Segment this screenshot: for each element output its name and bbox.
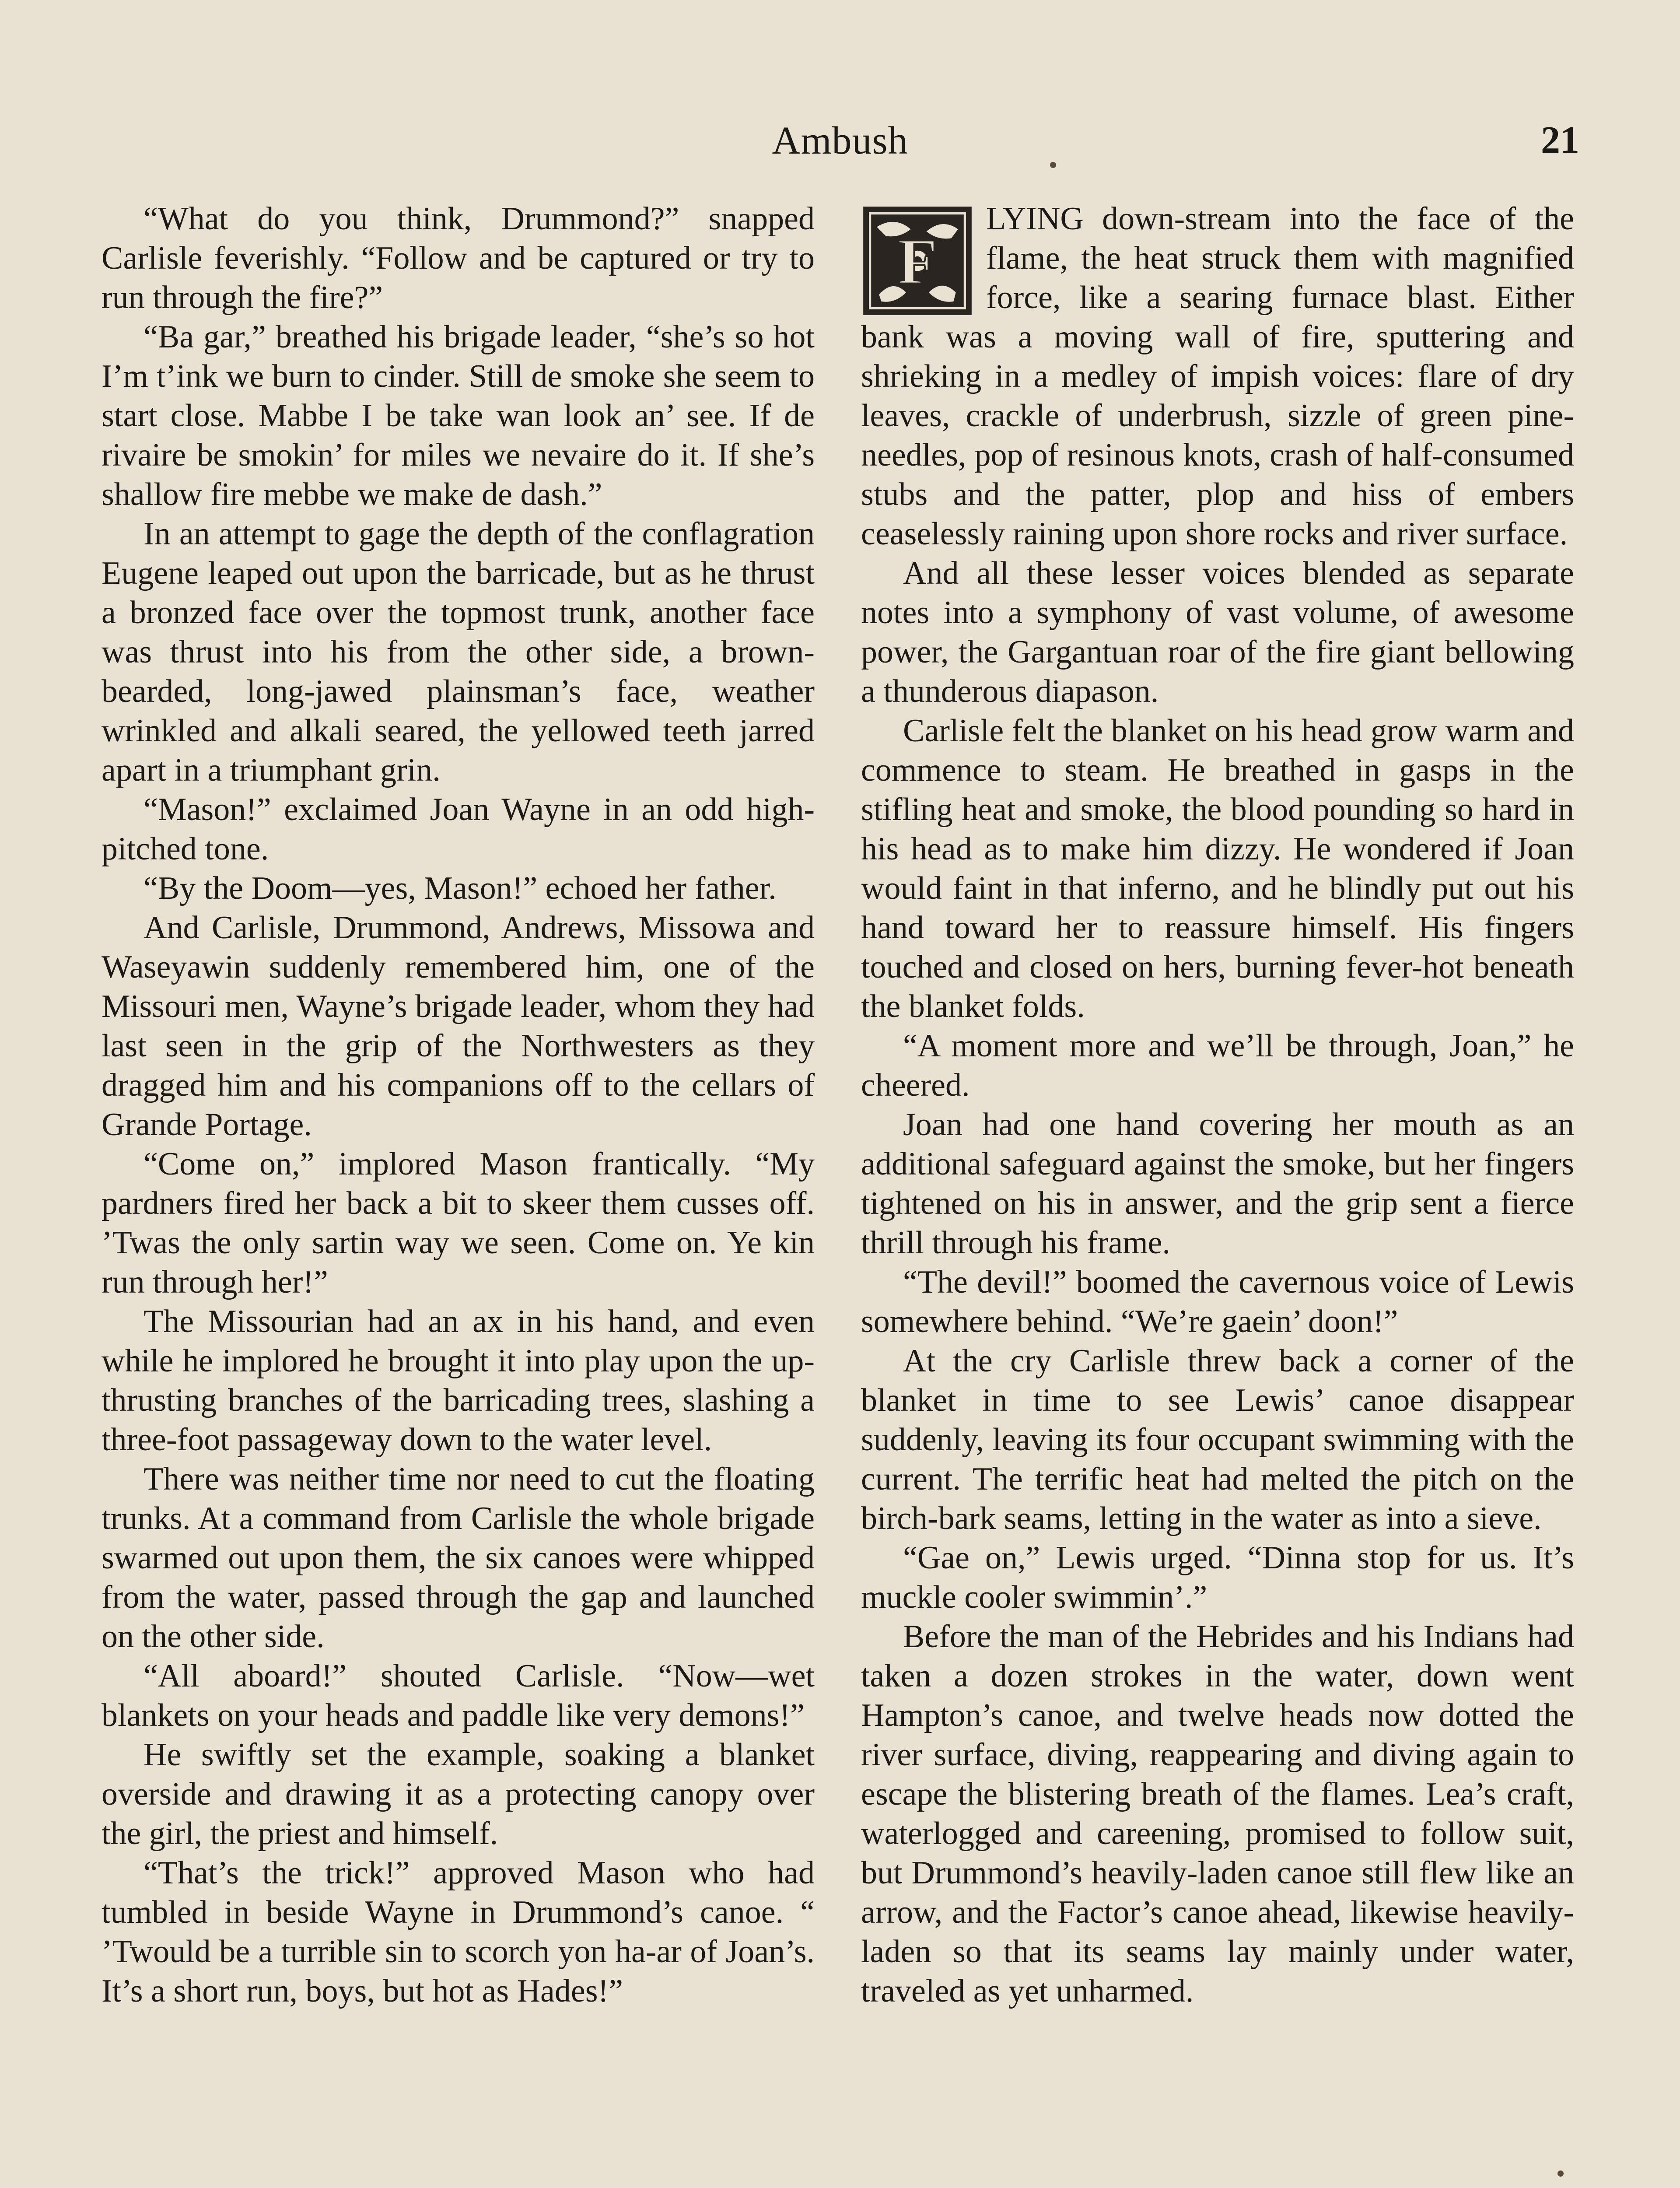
paragraph: “A moment more and we’ll be through, Joan,” he cheered.: [861, 1028, 1574, 1103]
lead-word: LYING: [986, 201, 1084, 237]
paragraph: “Ba gar,” breathed his brigade leader, “she’s so hot I’m t’ink we burn to cinder. Still de smoke she seem to start close. Mabbe I be take wan look an’ see. If de rivaire be smokin’ for miles we nevaire do it. If she’s shallow fire mebbe we make de dash.”: [102, 319, 815, 512]
dropcap-letter: F: [897, 225, 938, 298]
paragraph: And all these lesser voices blended as separate notes into a symphony of vast volume, of awesome power, the Gargantuan roar of the fire giant bellowing a thunderous diapason.: [861, 555, 1574, 709]
opening-paragraph-text: down-stream into the face of the flame, the heat struck them with magnified force, like a searing furnace blast. Either bank was a moving wall of fire, sputtering and shrieking in a medley of impish voices: flare of dry leaves, crackle of underbrush, sizzle of green pine-needles, pop of resinous knots, crash of half-consumed stubs and the patter, plop and hiss of embers ceaselessly raining upon shore rocks and river surface.: [861, 201, 1574, 552]
paragraph: The Missourian had an ax in his hand, and even while he implored he brought it into play upon the up-thrusting branches of the barricading trees, slashing a three-foot passageway down to the water level.: [102, 1304, 815, 1458]
right-column: [861, 199, 1574, 2011]
paragraph: Joan had one hand covering her mouth as an additional safeguard against the smoke, but her fingers tightened on his in answer, and the grip sent a fierce thrill through his frame.: [861, 1107, 1574, 1261]
paragraph: “What do you think, Drummond?” snapped Carlisle feverishly. “Follow and be captured or try to run through the fire?”: [102, 201, 815, 316]
paragraph: And Carlisle, Drummond, Andrews, Missowa and Waseyawin suddenly remembered him, one of the Missouri men, Wayne’s brigade leader, whom they had last seen in the grip of the Northwesters as they dragged him and his companions off to the cellars of Grande Portage.: [102, 910, 815, 1143]
paragraph: “Come on,” implored Mason frantically. “My pardners fired her back a bit to skeer them cusses off. ’Twas the only sartin way we seen. Come on. Ye kin run through her!”: [102, 1146, 815, 1300]
paragraph: “Gae on,” Lewis urged. “Dinna stop for us. It’s muckle cooler swimmin’.”: [861, 1540, 1574, 1615]
ink-speck: [1558, 2170, 1564, 2177]
opening-paragraph: [861, 199, 1574, 554]
paragraph: At the cry Carlisle threw back a corner of the blanket in time to see Lewis’ canoe disappear suddenly, leaving its four occupant swimming with the current. The terrific heat had melted the pitch on the birch-bark seams, letting in the water as into a sieve.: [861, 1343, 1574, 1536]
ornamental-initial-f-icon: [861, 204, 974, 317]
running-head: [0, 118, 1680, 175]
paragraph: “All aboard!” shouted Carlisle. “Now—wet blankets on your heads and paddle like very demons!”: [102, 1658, 815, 1733]
paragraph: “That’s the trick!” approved Mason who had tumbled in beside Wayne in Drummond’s canoe. “ ’Twould be a turrible sin to scorch yon ha-ar of Joan’s. It’s a short run, boys, but hot as Hades!”: [102, 1855, 815, 2009]
paragraph: Carlisle felt the blanket on his head grow warm and commence to steam. He breathed in gasps in the stifling heat and smoke, the blood pounding so hard in his head as to make him dizzy. He wondered if Joan would faint in that inferno, and he blindly put out his hand toward her to reassure himself. His fingers touched and closed on hers, burning fever-hot beneath the blanket folds.: [861, 713, 1574, 1024]
paragraph: Before the man of the Hebrides and his Indians had taken a dozen strokes in the water, down went Hampton’s canoe, and twelve heads now dotted the river surface, diving, reappearing and diving again to escape the blistering breath of the flames. Lea’s craft, waterlogged and careening, promised to follow suit, but Drummond’s heavily-laden canoe still flew like an arrow, and the Factor’s canoe ahead, likewise heavily-laden so that its seams lay mainly under water, traveled as yet unharmed.: [861, 1619, 1574, 2009]
running-title: Ambush: [772, 119, 908, 162]
paragraph: There was neither time nor need to cut the floating trunks. At a command from Carlisle the whole brigade swarmed out upon them, the six canoes were whipped from the water, passed through the gap and launched on the other side.: [102, 1461, 815, 1655]
paragraph: He swiftly set the example, soaking a blanket overside and drawing it as a protecting canopy over the girl, the priest and himself.: [102, 1737, 815, 1851]
paragraph: “Mason!” exclaimed Joan Wayne in an odd high-pitched tone.: [102, 792, 815, 867]
paragraph: In an attempt to gage the depth of the conflagration Eugene leaped out upon the barricade, but as he thrust a bronzed face over the topmost trunk, another face was thrust into his from the other side, a brown-bearded, long-jawed plainsman’s face, weather wrinkled and alkali seared, the yellowed teeth jarred apart in a triumphant grin.: [102, 516, 815, 788]
paragraph: “By the Doom—yes, Mason!” echoed her father.: [144, 870, 777, 906]
left-column: [102, 199, 815, 2011]
paragraph: “The devil!” boomed the cavernous voice of Lewis somewhere behind. “We’re gaein’ doon!”: [861, 1264, 1574, 1339]
page-number: 21: [1541, 119, 1579, 161]
ink-speck: [1050, 162, 1056, 168]
